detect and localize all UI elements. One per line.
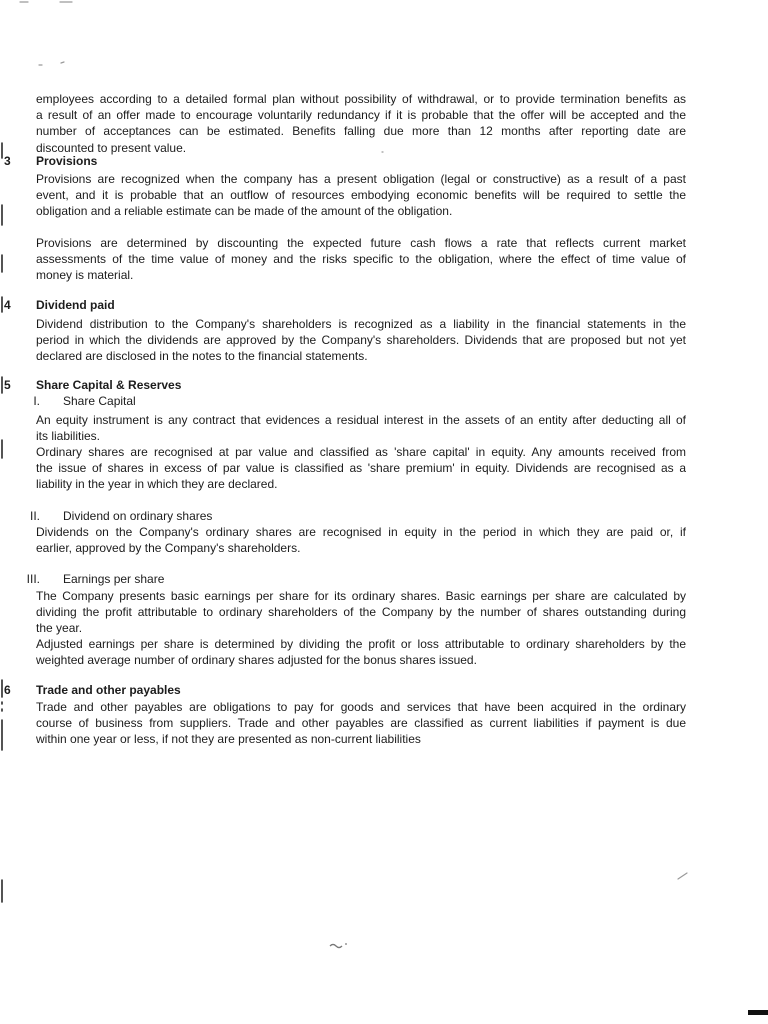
paragraph <box>36 524 686 556</box>
section-number: 3 <box>4 154 11 168</box>
subsection-heading: Dividend on ordinary shares <box>63 509 213 523</box>
text-line: Ordinary shares are recognised at par value and classified as 'share capital' in equity. Any amounts received from <box>36 445 686 459</box>
text-line: Dividend distribution to the Company's shareholders is recognized as a liability in the financial statements in the <box>36 317 686 331</box>
text-line: employees according to a detailed formal plan without possibility of withdrawal, or to provide termination benefits as <box>36 92 686 106</box>
text-line: the year. <box>36 621 83 636</box>
section-number: 4 <box>4 298 11 312</box>
text-line: money is material. <box>36 268 134 283</box>
section-number: 6 <box>4 683 11 697</box>
text-line: Provisions are recognized when the company has a present obligation (legal or constructive) as a result of a past <box>36 172 686 186</box>
edge-mark <box>748 1010 768 1015</box>
text-line: liability in the year in which they are declared. <box>36 477 278 492</box>
paragraph <box>36 699 686 748</box>
subsection-numeral: I. <box>33 394 40 408</box>
text-line: course of business from suppliers. Trade and other payables are classified as current liabilities if payment is due <box>36 716 686 731</box>
section-heading: Dividend paid <box>36 298 115 312</box>
intro-paragraph <box>36 91 686 156</box>
subsection-numeral: III. <box>26 572 40 586</box>
text-line: Trade and other payables are obligations to pay for goods and services that have been acquired in the ordinary <box>36 700 686 714</box>
subsection-numeral: II. <box>29 509 40 523</box>
text-line: the issue of shares in excess of par value is classified as 'share premium' in equity. Dividends are recognised as a <box>36 461 686 476</box>
text-line: within one year or less, if not they are presented as non-current liabilities <box>36 732 421 747</box>
text-line: declared are disclosed in the notes to the financial statements. <box>36 349 368 364</box>
text-line: period in which the dividends are approved by the Company's shareholders. Dividends that are proposed but not yet <box>36 333 686 348</box>
section-heading: Trade and other payables <box>36 683 181 697</box>
text-line: Provisions are determined by discounting the expected future cash flows a rate that reflects current market <box>36 236 686 250</box>
text-line: number of acceptances can be estimated. Benefits falling due more than 12 months after reporting date are <box>36 124 686 139</box>
paragraph <box>36 412 686 444</box>
text-line: The Company presents basic earnings per share for its ordinary shares. Basic earnings per share are calculated by <box>36 589 686 603</box>
section-heading: Provisions <box>36 154 98 168</box>
subsection-heading: Share Capital <box>63 394 136 408</box>
paragraph <box>36 171 686 220</box>
text-line: obligation and a reliable estimate can be made of the amount of the obligation. <box>36 204 453 219</box>
text-line: weighted average number of ordinary shares adjusted for the bonus shares issued. <box>36 653 477 668</box>
text-line: a result of an offer made to encourage voluntarily redundancy if it is probable that the offer will be accepted and the <box>36 108 686 123</box>
text-line: event, and it is probable that an outflow of resources embodying economic benefits will be required to settle the <box>36 188 686 203</box>
paragraph <box>36 235 686 284</box>
paragraph <box>36 316 686 365</box>
text-line: Adjusted earnings per share is determined by dividing the profit or loss attributable to ordinary shareholders by the <box>36 637 686 651</box>
text-line: its liabilities. <box>36 429 101 444</box>
text-line: assessments of the time value of money and the risks specific to the obligation, where the effect of time value of <box>36 252 686 267</box>
section-number: 5 <box>4 378 11 392</box>
paragraph <box>36 636 686 668</box>
text-line: discounted to present value. <box>36 140 187 155</box>
paragraph <box>36 588 686 637</box>
text-line: dividing the profit attributable to ordinary shareholders of the Company by the number of shares outstanding during <box>36 605 686 620</box>
text-line: Dividends on the Company's ordinary shares are recognised in equity in the period in which they are paid or, if <box>36 525 686 539</box>
page-number-mark <box>330 945 342 948</box>
paragraph <box>36 444 686 493</box>
section-heading: Share Capital & Reserves <box>36 378 182 392</box>
text-line: An equity instrument is any contract that evidences a residual interest in the assets of an entity after deducting all of <box>36 413 686 427</box>
text-line: earlier, approved by the Company's shareholders. <box>36 541 301 556</box>
subsection-heading: Earnings per share <box>63 572 165 586</box>
page-number-speck <box>345 943 347 945</box>
